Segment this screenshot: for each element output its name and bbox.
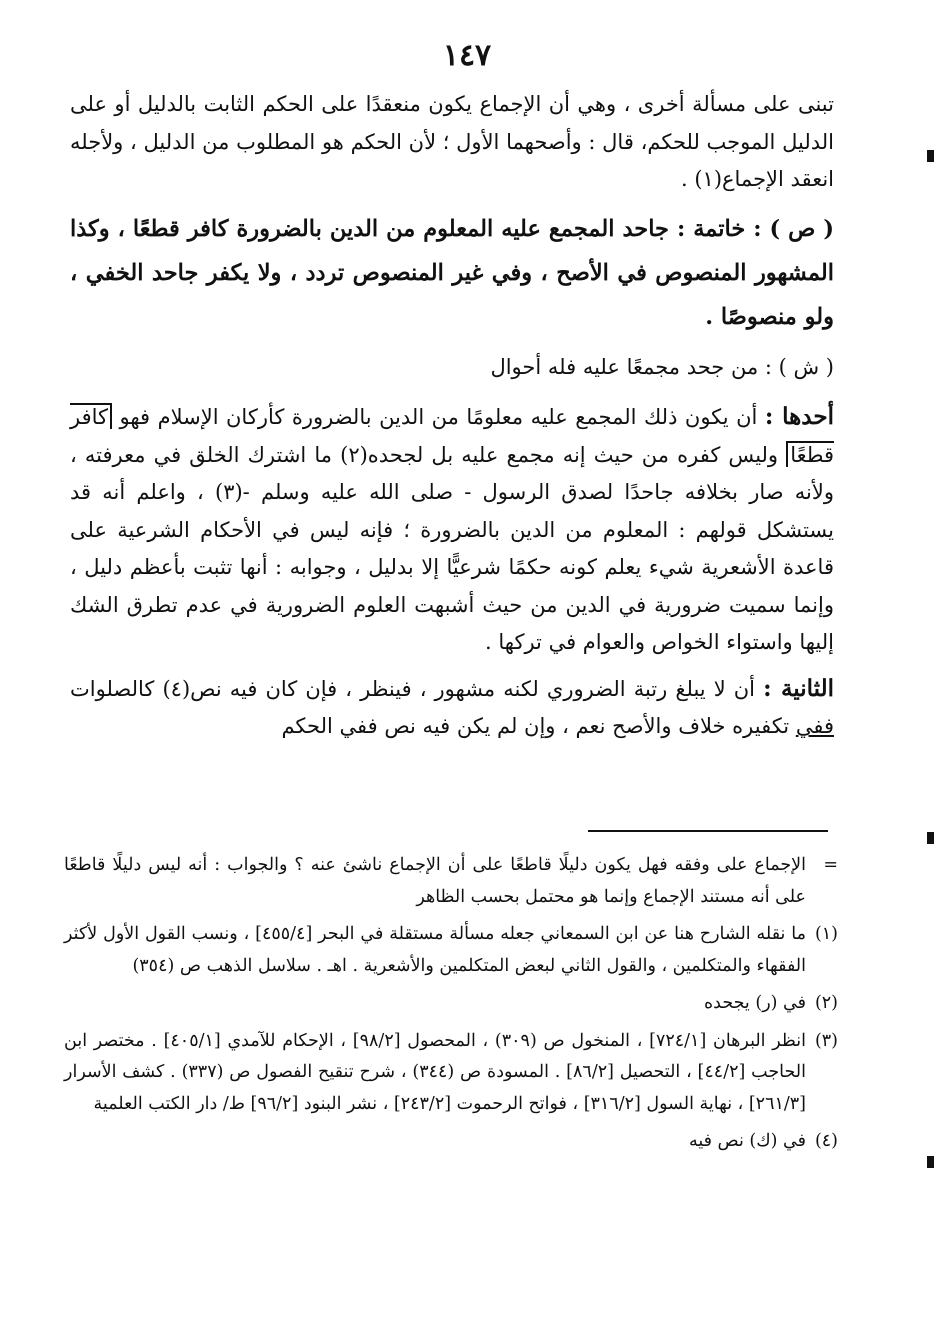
footnote-text: في (ك) نص فيه [688,1131,806,1151]
first-case-text-before: أن يكون ذلك المجمع عليه معلومًا من الدين بالضرورة كأركان الإسلام فهو [119,405,758,429]
scan-edge-mark [927,832,934,844]
scan-edge-mark [927,1156,934,1168]
footnote-continuation [64,850,838,913]
footnote-4 [64,1126,838,1158]
scan-edge-mark [927,150,934,162]
underlined-word: ففي [795,714,834,738]
page-number: ١٤٧ [442,38,492,73]
first-case-text-after: وليس كفره من حيث إنه مجمع عليه بل لجحده(٢) ما اشترك الخلق في معرفته ، ولأنه صار بخلافه جاحدًا لصدق الرسول - صلى الله عليه وسلم -(٣) ، واعلم أنه قد يستشكل قولهم : المعلوم من الدين بالضرورة ؛ فإنه ليس في الأحكام الشرعية على قاعدة الأشعرية شيء يعلم كونه حكمًا شرعيًّا إلا بدليل ، وجوابه : أنها تثبت بأعظم دليل ، وإنما سميت ضرورية في الدين من حيث أشبهت العلوم الضرورية في عدم تطرق الشك إليها واستواء الخواص والعوام في تركها . [70,442,834,654]
paragraph-sharh-heading: ( ش ) : من جحد مجمعًا عليه فله أحوال [490,354,834,379]
footnote-text: انظر البرهان [٧٢٤/١] ، المنخول ص (٣٠٩) ، المحصول [٩٨/٢] ، الإحكام للآمدي [٤٠٥/١] . مختصر ابن الحاجب [٤٤/٢] ، التحصيل [٨٦/٢] . المسودة ص (٣٤٤) ، شرح تنقيح الفصول ص (٣٣٧) . كشف الأسرار [٢٦١/٣] ، نهاية السول [٣١٦/٢] ، فواتح الرحموت [٢٤٣/٢] ، نشر البنود [٩٦/٢] ط/ دار الكتب العلمية [64,1030,807,1114]
second-case-lead: الثانية : [763,674,834,702]
footnote-mark: (٢) [814,993,838,1013]
footnote-mark: (١) [814,924,838,944]
footnote-1 [64,919,838,982]
footnote-mark: (٣) [814,1030,838,1051]
paragraph-matn-khatima: ( ص ) : خاتمة : جاحد المجمع عليه المعلوم من الدين بالضرورة كافر قطعًا ، وكذا المشهور المنصوص في الأصح ، وفي غير المنصوص تردد ، ولا يكفر جاحد الخفي ، ولو منصوصًا . [70,215,834,330]
second-case-text-before: أن لا يبلغ رتبة الضروري لكنه مشهور ، فينظر ، فإن كان فيه نص(٤) كالصلوات [70,676,756,701]
footnote-divider [588,830,828,832]
footnote-text: ما نقله الشارح هنا عن ابن السمعاني جعله مسألة مستقلة في البحر [٤٥٥/٤] ، ونسب القول الأول لأكثر الفقهاء والمتكلمين ، والقول الثاني لبعض المتكلمين والأشعرية . اهـ . سلاسل الذهب ص (٣٥٤) [64,924,806,976]
second-case-text-after: تكفيره خلاف والأصح نعم ، وإن لم يكن فيه نص ففي الحكم [281,714,790,738]
footnote-text: في (ر) يجحده [703,993,806,1013]
boxed-phrase: كافر قطعًا [70,405,834,467]
paragraph-first-case [70,398,834,662]
paragraph-second-case [70,670,834,746]
footnote-text: الإجماع على وفقه فهل يكون دليلًا قاطعًا على أن الإجماع ناشئ عنه ؟ والجواب : أنه ليس دليلًا قاطعًا على أنه مستند الإجماع وإنما هو محتمل بحسب الظاهر [64,855,806,907]
footnote-3 [64,1026,838,1121]
footnote-2 [64,988,838,1020]
footnote-mark: (٤) [814,1131,838,1151]
footnotes [64,850,838,1164]
paragraph-intro: تبنى على مسألة أخرى ، وهي أن الإجماع يكون منعقدًا على الحكم الثابت بالدليل أو على الدليل الموجب للحكم، قال : وأصحهما الأول ؛ لأن الحكم هو المطلوب من الدليل ، ولأجله انعقد الإجماع(١) . [70,92,834,191]
first-case-lead: أحدها : [764,403,834,430]
main-text [70,86,834,754]
footnote-mark: = [823,855,838,875]
